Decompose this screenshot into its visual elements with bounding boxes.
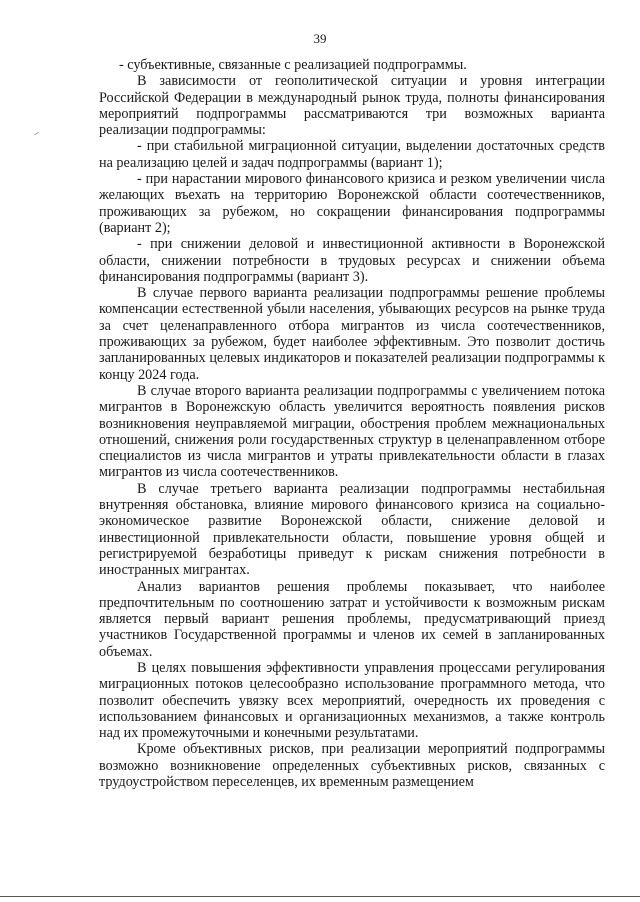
paragraph-first-variant: В случае первого варианта реализации подпрограммы решение проблемы компенсации естественной убыли населения, убывающих ресурсов на рынке труда за счет целенаправленного отбора мигрантов из числа соотечественников, проживающих за рубежом, будет наиболее эффективным. Это позволит достичь запланированных целевых индикаторов и показателей реализации подпрограммы к концу 2024 года.: [99, 285, 605, 383]
paragraph-scenario-2: - при нарастании мирового финансового кризиса и резком увеличении числа желающих въехать на территорию Воронежской области соотечественников, проживающих за рубежом, но сокращении финансирования подпрограммы (вариант 2);: [99, 171, 605, 236]
paragraph-analysis: Анализ вариантов решения проблемы показывает, что наиболее предпочтительным по соотношению затрат и устойчивости к возможным рискам является первый вариант решения проблемы, предусматривающий приезд участников Государственной программы и членов их семей в запланированных объемах.: [99, 578, 605, 660]
page-number: 39: [313, 31, 327, 46]
paragraph-scenario-1: - при стабильной миграционной ситуации, выделении достаточных средств на реализацию целей и задач подпрограммы (вариант 1);: [99, 138, 605, 171]
paragraph-subjective-risks: - субъективные, связанные с реализацией подпрограммы.: [119, 57, 467, 73]
document-body: [99, 57, 605, 790]
paragraph-scenarios-intro: В зависимости от геополитической ситуации и уровня интеграции Российской Федерации в международный рынок труда, полноты финансирования мероприятий подпрограммы рассматриваются три возможных варианта реализации подпрограммы:: [99, 73, 605, 139]
paragraph-subjective-risks-details: Кроме объективных рисков, при реализации мероприятий подпрограммы возможно возникновение определенных субъективных рисков, связанных с трудоустройством переселенцев, их временным размещением: [99, 741, 605, 791]
margin-scan-mark: [34, 132, 39, 135]
paragraph-third-variant: В случае третьего варианта реализации подпрограммы нестабильная внутренняя обстановка, влияние мирового финансового кризиса на социально-экономическое развитие Воронежской области, снижение деловой и инвестиционной привлекательности области, повышение уровня общей и регистрируемой безработицы приведут к рискам снижения потребности в иностранных мигрантах.: [99, 480, 605, 579]
paragraph-program-method: В целях повышения эффективности управления процессами регулирования миграционных потоков целесообразно использование программного метода, что позволит обеспечить увязку всех мероприятий, очередность их проведения с использованием финансовых и организационных механизмов, а также контроль над их промежуточными и конечными результатами.: [99, 659, 605, 742]
paragraph-scenario-3: - при снижении деловой и инвестиционной активности в Воронежской области, снижении потребности в трудовых ресурсах и снижении объема финансирования подпрограммы (вариант 3).: [99, 236, 605, 285]
paragraph-second-variant: В случае второго варианта реализации подпрограммы с увеличением потока мигрантов в Воронежскую область увеличится вероятность появления рисков возникновения неуправляемой миграции, обострения проблем межнациональных отношений, снижения роли государственных структур в целенаправленном отборе специалистов из числа мигрантов и утраты привлекательности области в глазах мигрантов из числа соотечественников.: [99, 382, 605, 481]
bottom-scan-edge: [0, 896, 640, 897]
